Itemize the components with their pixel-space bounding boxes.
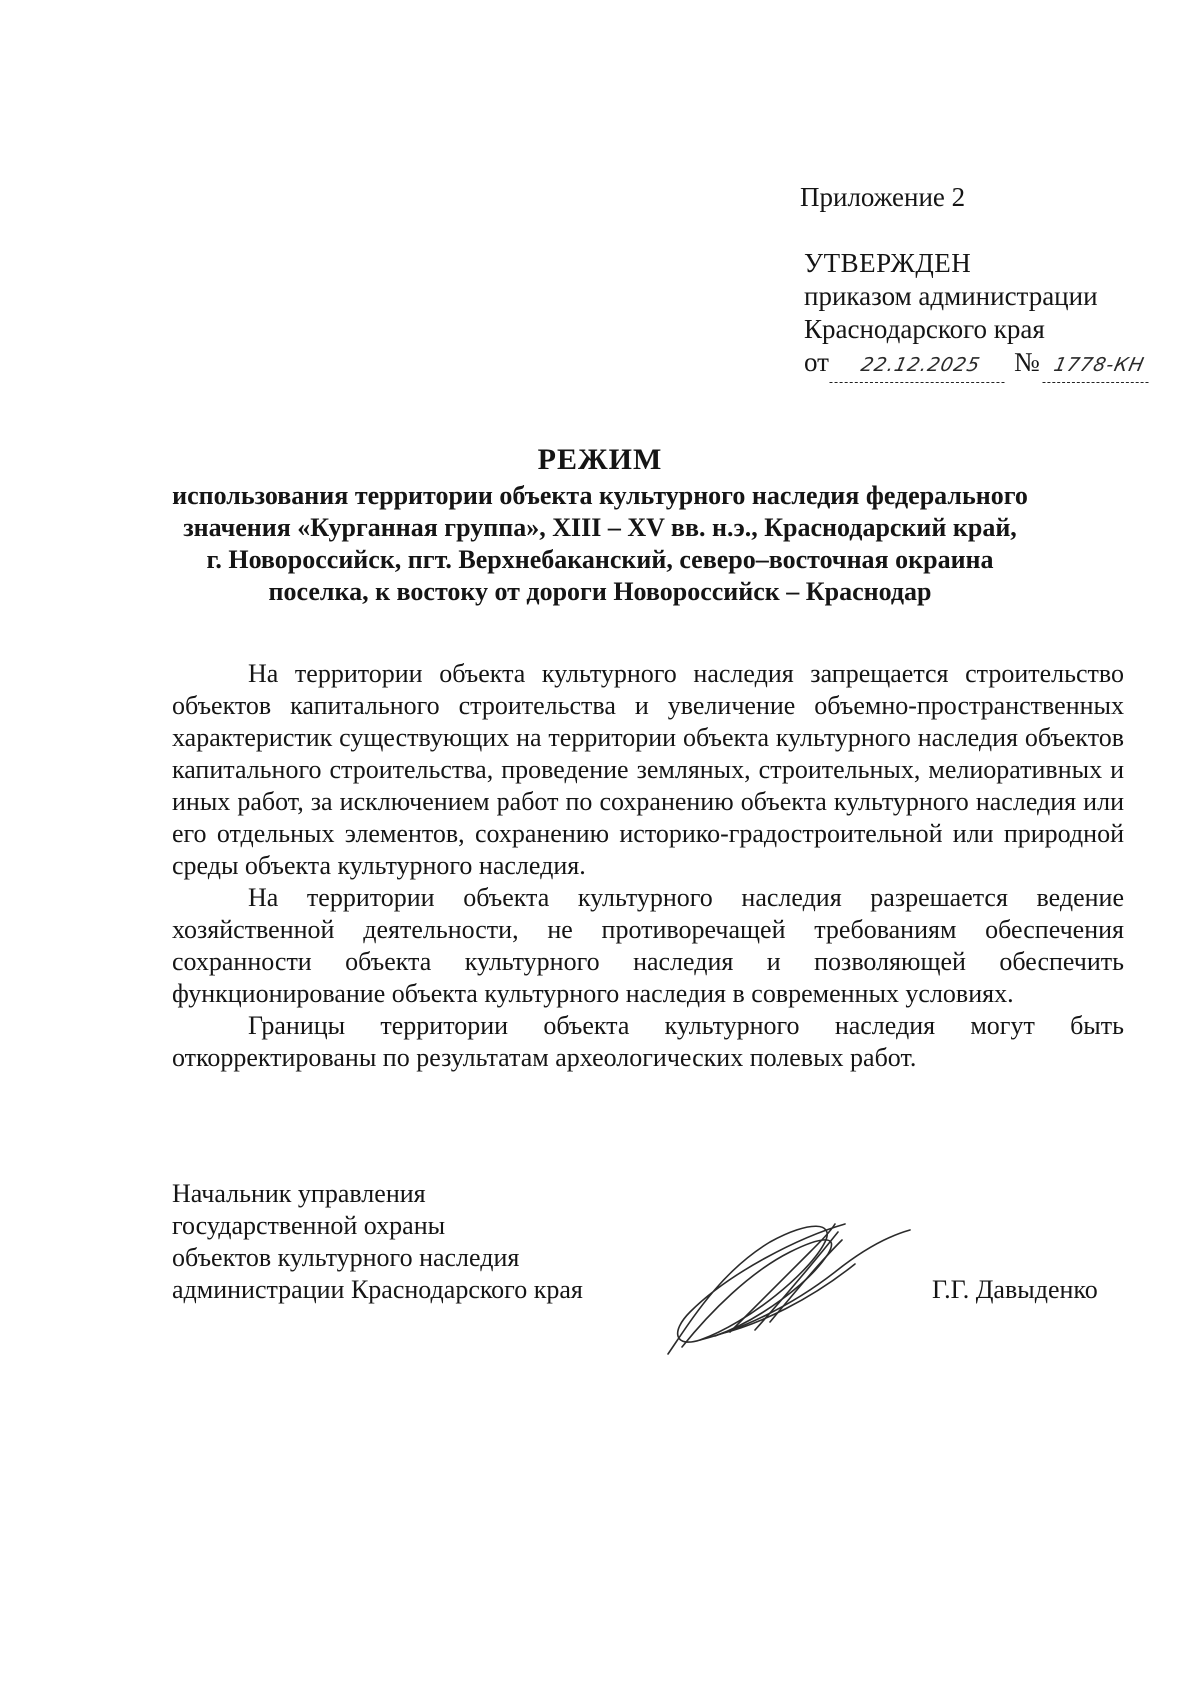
body-paragraph-1: На территории объекта культурного наследия запрещается строительство объектов капитального строительства и увеличение объемно-пространственных характеристик существующих на территории объекта культурного наследия объектов капитального строительства, проведение земляных, строительных, мелиоративных и иных работ, за исключением работ по сохранению объекта культурного наследия или его отдельных элементов, сохранению историко-градостроительной или природной среды объекта культурного наследия. [172,659,1124,880]
title-line-4: поселка, к востоку от дороги Новороссийск – Краснодар [268,577,932,606]
approval-block [804,247,1152,379]
handwritten-signature [660,1212,920,1362]
order-reference [804,346,1152,379]
document-body [172,658,1124,1074]
position-line-2: государственной охраны [172,1211,446,1240]
title-line-2: значения «Курганная группа», XIII – XV вв. н.э., Краснодарский край, [183,513,1017,542]
title-line-1: использования территории объекта культурного наследия федерального [172,481,1028,510]
position-line-3: объектов культурного наследия [172,1243,520,1272]
approval-line-2: Краснодарского края [804,314,1045,344]
order-date-prefix: от [804,347,829,377]
order-number-handwritten: 1778-КН [1042,349,1155,383]
order-date-handwritten: 22.12.2025 [829,349,1011,383]
title-line-3: г. Новороссийск, пгт. Верхнебаканский, северо–восточная окраина [206,545,994,574]
approval-line-1: приказом администрации [804,281,1098,311]
signer-name: Г.Г. Давыденко [932,1275,1098,1304]
body-paragraph-3: Границы территории объекта культурного наследия могут быть откорректированы по результатам археологических полевых работ. [172,1011,1124,1072]
order-number-prefix: № [1013,347,1040,377]
appendix-label: Приложение 2 [800,182,966,212]
position-line-4: администрации Краснодарского края [172,1275,583,1304]
approved-heading: УТВЕРЖДЕН [804,248,972,278]
signatory-position [172,1178,583,1306]
document-title [120,442,1080,608]
body-paragraph-2: На территории объекта культурного наследия разрешается ведение хозяйственной деятельности, не противоречащей требованиям обеспечения сохранности объекта культурного наследия и позволяющей обеспечить функционирование объекта культурного наследия в современных условиях. [172,883,1124,1008]
position-line-1: Начальник управления [172,1179,426,1208]
title-main: РЕЖИМ [537,443,663,476]
